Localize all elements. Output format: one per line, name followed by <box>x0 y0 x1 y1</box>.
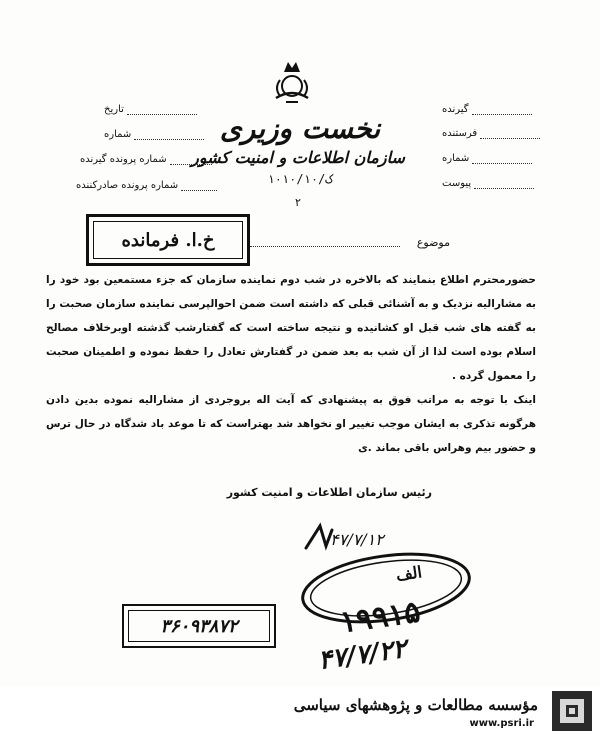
number-field-label: شماره <box>104 129 132 140</box>
sender-file-field-label: شماره پرونده صادرکننده <box>76 180 179 191</box>
reference-number-field <box>442 153 532 164</box>
attachment-field-line <box>474 178 534 189</box>
sender-file-field <box>76 180 217 191</box>
footer-institution: مؤسسه مطالعات و پژوهشهای سیاسی <box>293 696 538 714</box>
registration-stamp-number: ۱۹۹۱۵ <box>337 594 423 641</box>
recipient-file-field-line <box>170 154 212 165</box>
classification-stamp-inner <box>93 221 243 259</box>
recipient-field <box>442 104 532 115</box>
attachment-field-label: پیوست <box>442 178 472 189</box>
date-field <box>104 104 197 115</box>
attachment-field <box>442 178 534 189</box>
footer-watermark <box>0 686 600 742</box>
subject-label: موضوع <box>416 236 450 249</box>
recipient-field-label: گیرنده <box>442 104 469 115</box>
date-field-label: تاریخ <box>104 104 124 115</box>
sender-field-label: فرستنده <box>442 128 478 139</box>
date-field-line <box>127 104 197 115</box>
file-number-text: ۳۶۰۹۳۸۷۲ <box>160 615 238 637</box>
recipient-file-field <box>80 154 212 165</box>
classification-stamp-text: خ.ا. فرمانده <box>121 229 215 251</box>
lion-and-sun-emblem-icon <box>262 58 322 108</box>
sender-field <box>442 128 540 139</box>
letterhead-organization: سازمان اطلاعات و امنیت کشور <box>191 148 405 167</box>
page-number: ۲ <box>295 196 301 209</box>
handwritten-date-1: ۴۷/۷/۱۲ <box>330 530 384 549</box>
number-field-line <box>134 129 204 140</box>
signer-title: رئیس سازمان اطلاعات و امنیت کشور <box>226 486 432 499</box>
sender-field-line <box>480 128 540 139</box>
footer-url: www.psri.ir <box>469 718 534 729</box>
recipient-file-field-label: شماره پرونده گیرنده <box>80 154 167 165</box>
registration-stamp-word: الف <box>394 562 424 585</box>
reference-number-field-line <box>472 153 532 164</box>
body-paragraph-2: اینک با توجه به مراتب فوق به پیشنهادی که آیت اله بروجردی از مشارالیه نموده بدین دادن هرگونه تذکری به ایشان موجب تغییر او نخواهد شد بهتراست که تا موعد باد شدگاه در حال ترس و حضور بیم وهراس باقی بماند .ی <box>46 394 536 454</box>
body-paragraph-1: حضورمحترم اطلاع بنمایند که بالاخره در شب دوم نماینده سازمان که جزء مستمعین بود خود را به مشارالیه نزدیک و به آشنائی قبلی که داشته است ضمن احوالپرسی نماینده سازمان صحبت را به گفته های شب قبل او کشانیده و نتیجه ساخته است که گفتارشب گذشته اوبرخلاف مصالح اسلام بوده است لذا از آن شب به بعد ضمن در گفتارش تعادل را حفظ نموده و اطمینان صحبت را معمول گرده . <box>46 274 536 382</box>
handwritten-date-2: ۴۷/۷/۲۲ <box>316 633 409 677</box>
institute-logo-icon <box>552 691 592 731</box>
file-number-box <box>122 604 276 648</box>
letterhead-reference: ک/۱۰۱۰/۱۰ <box>267 172 333 186</box>
subject-line <box>250 246 400 247</box>
reference-number-field-label: شماره <box>442 153 470 164</box>
number-field <box>104 129 204 140</box>
letter-body <box>46 268 536 460</box>
recipient-field-line <box>472 104 532 115</box>
file-number-box-inner <box>128 610 270 642</box>
letterhead-title: نخست وزیری <box>219 112 381 145</box>
sender-file-field-line <box>181 180 217 191</box>
classification-stamp <box>86 214 250 266</box>
